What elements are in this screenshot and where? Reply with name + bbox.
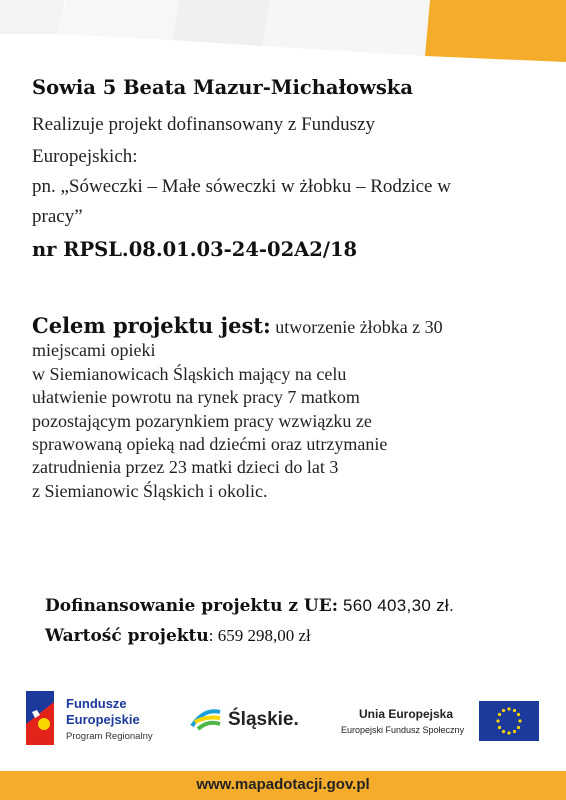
eu-funding-label: Dofinansowanie projektu z UE:	[45, 596, 338, 616]
project-goal	[32, 314, 552, 503]
footer-bar	[0, 771, 566, 800]
project-title-line-2: pracy”	[32, 206, 83, 227]
goal-line-8: z Siemianowic Śląskich i okolic.	[32, 480, 268, 501]
project-number: nr RPSL.08.01.03-24-02A2/18	[32, 238, 358, 261]
eu-funding-value: 560 403,30 zł.	[337, 596, 455, 615]
goal-line-4: ułatwienie powrotu na rynek pracy 7 matkom	[32, 387, 360, 408]
ue-line-1: Unia Europejska	[359, 707, 454, 721]
fe-line-3: Program Regionalny	[66, 731, 153, 742]
project-value-label: Wartość projektu	[45, 626, 209, 646]
project-title-line-1: pn. „Sóweczki – Małe sóweczki w żłobku – Rodzice w	[32, 176, 451, 197]
project-value-amount: : 659 298,00 zł	[208, 626, 311, 645]
goal-line-3: w Siemianowicach Śląskich mający na celu	[32, 363, 347, 384]
fe-line-1: Fundusze	[66, 696, 127, 711]
fe-line-2: Europejskie	[66, 712, 140, 727]
goal-line-1	[32, 314, 552, 339]
eu-flag-icon	[479, 701, 539, 741]
goal-line-7: zatrudnienia przez 23 matki dzieci do lat 3	[32, 457, 339, 478]
goal-line-5: pozostającym pozarynkiem pracy wzwiązku ze	[32, 410, 372, 431]
footer-url-link[interactable]: www.mapadotacji.gov.pl	[196, 776, 370, 793]
intro-line-2: Europejskich:	[32, 146, 138, 167]
goal-line-2: miejscami opieki	[32, 340, 156, 361]
goal-text-1: utworzenie żłobka z 30	[270, 317, 443, 337]
slaskie-text: Śląskie.	[228, 709, 299, 730]
eu-logo	[341, 701, 539, 741]
project-value	[45, 626, 311, 646]
eu-funding	[45, 596, 454, 616]
intro-line-1: Realizuje projekt dofinansowany z Funduszy	[32, 114, 375, 135]
organization-name: Sowia 5 Beata Mazur-Michałowska	[32, 76, 413, 99]
fundusze-europejskie-logo	[26, 691, 153, 745]
logo-bar	[0, 684, 566, 754]
slaskie-logo	[192, 708, 299, 730]
goal-line-6: sprawowaną opieką nad dziećmi oraz utrzymanie	[32, 434, 388, 455]
goal-label: Celem projektu jest:	[32, 313, 271, 338]
ue-line-2: Europejski Fundusz Społeczny	[341, 725, 465, 735]
header-decoration	[0, 0, 566, 70]
